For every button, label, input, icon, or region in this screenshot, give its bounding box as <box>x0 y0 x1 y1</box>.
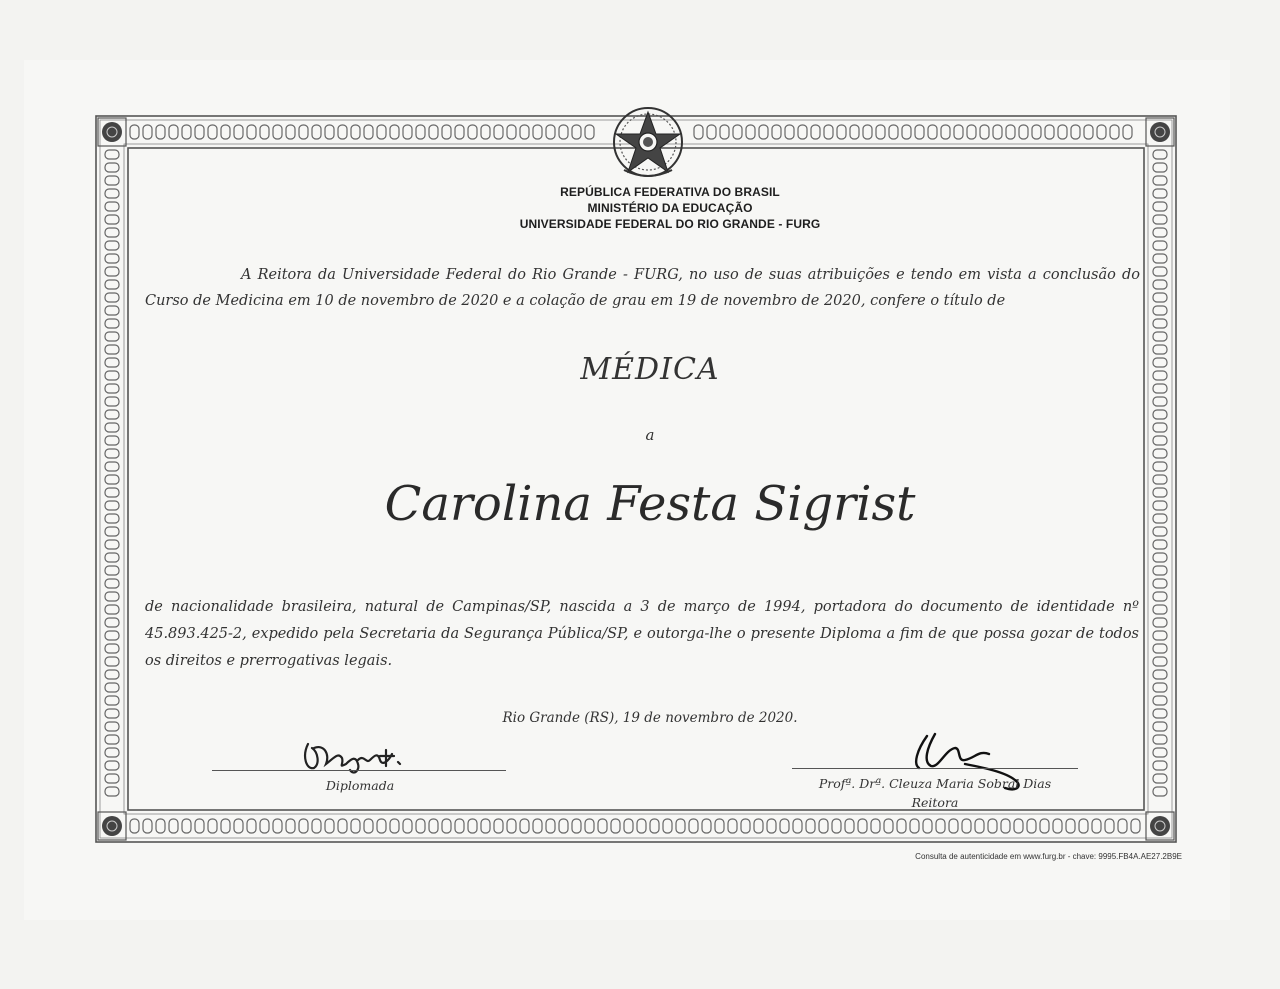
header-university: UNIVERSIDADE FEDERAL DO RIO GRANDE - FURG <box>519 217 821 231</box>
rosette-icon <box>1146 812 1174 840</box>
graduate-label: Diplomada <box>325 778 395 793</box>
rector-name: Profª. Drª. Cleuza Maria Sobral Dias <box>818 776 1052 791</box>
place-date: Rio Grande (RS), 19 de novembro de 2020. <box>502 710 798 726</box>
body-paragraph: de nacionalidade brasileira, natural de Campinas/SP, nascida a 3 de março de 1994, portadora do documento de identidade nº 45.893.425-2, expedido pela Secretaria da Segurança Pública/SP, e outorga-lhe o presente Diploma a fim de que possa gozar de todos os direitos e prerrogativas legais. <box>145 599 1139 669</box>
rosette-icon <box>98 118 126 146</box>
authenticity-note: Consulta de autenticidade em www.furg.br - chave: 9995.FB4A.AE27.2B9E <box>915 852 1182 861</box>
connector-text: a <box>645 426 655 444</box>
graduate-signature-line <box>212 770 506 771</box>
brazil-coat-of-arms-icon <box>610 104 686 180</box>
rosette-icon <box>98 812 126 840</box>
rector-role: Reitora <box>911 795 959 810</box>
degree-title: MÉDICA <box>580 352 720 387</box>
recipient-name: Carolina Festa Sigrist <box>384 476 916 532</box>
graduate-signature <box>300 734 410 780</box>
intro-text: A Reitora da Universidade Federal do Rio Grande - FURG, no uso de suas atribuições e tendo em vista a conclusão do Curso de Medicina em 10 de novembro de 2020 e a colação de grau em 19 de novembro de 2020, confere o título de <box>145 267 1140 309</box>
rosette-icon <box>1146 118 1174 146</box>
intro-paragraph <box>145 262 1140 314</box>
rector-signature-line <box>792 768 1078 769</box>
header-ministry: MINISTÉRIO DA EDUCAÇÃO <box>587 201 753 215</box>
header-republic: REPÚBLICA FEDERATIVA DO BRASIL <box>560 185 780 199</box>
institution-header <box>420 184 920 232</box>
